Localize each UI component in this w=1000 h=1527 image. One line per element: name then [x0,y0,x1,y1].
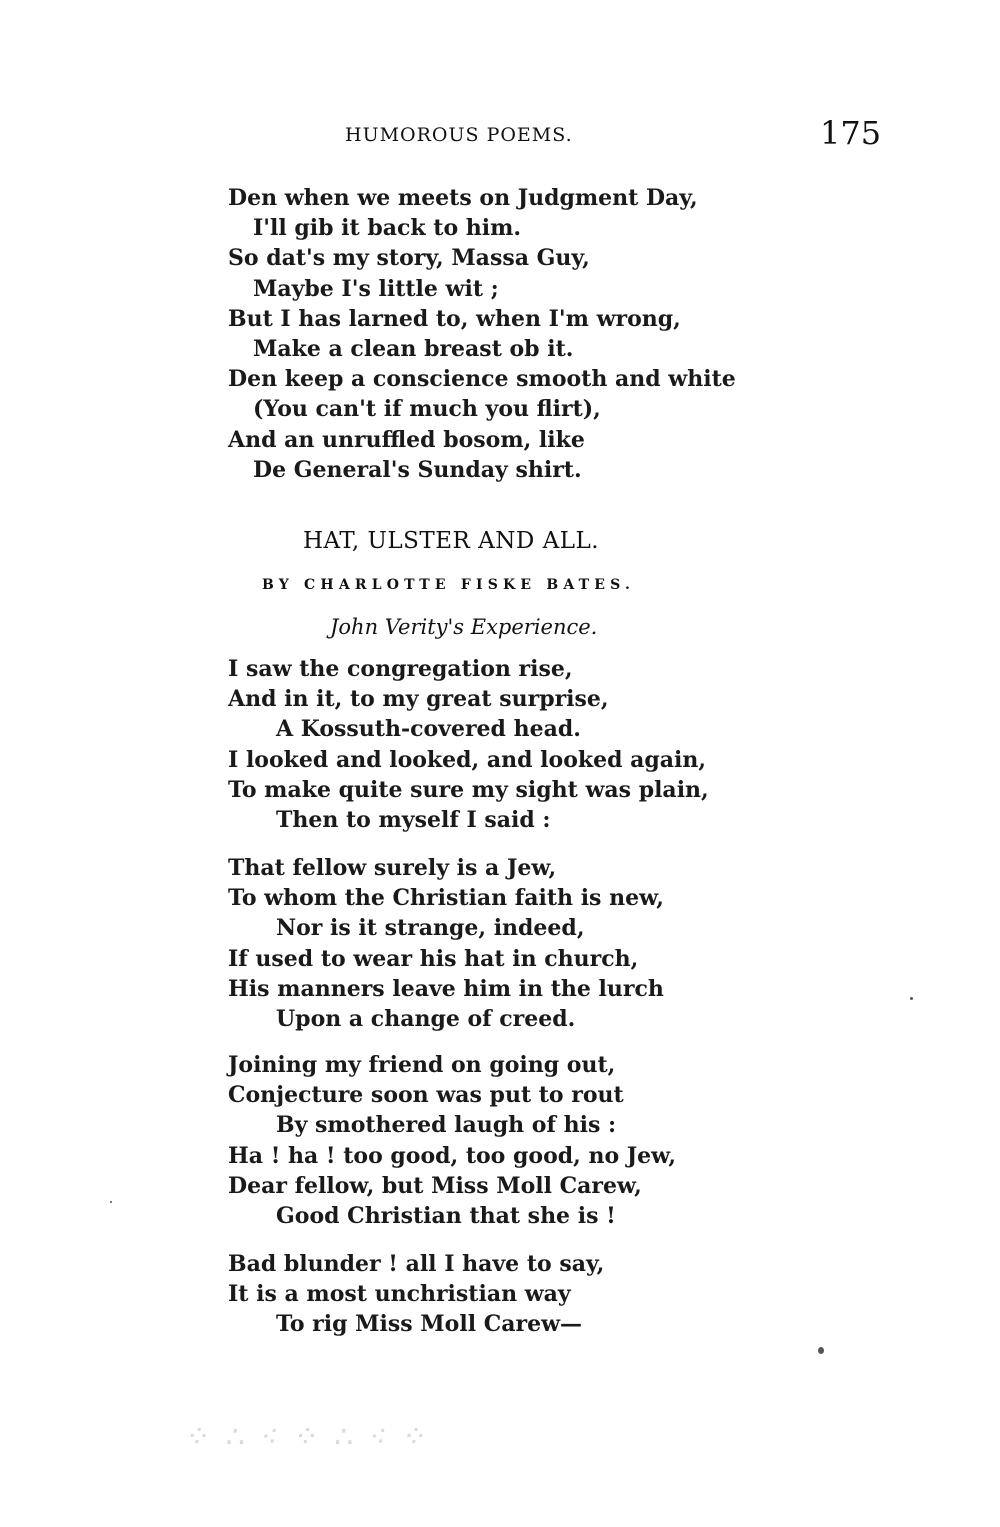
verse-line: I looked and looked, and looked again, [228,746,707,773]
verse-line: So dat's my story, Massa Guy, [228,245,590,272]
verse-line: Upon a change of creed. [276,1005,576,1032]
running-head: HUMOROUS POEMS. [345,124,573,146]
verse-line: And an unruffled bosom, like [228,426,585,453]
verse-line: Joining my friend on going out, [228,1052,616,1078]
ink-speck [818,1347,824,1354]
ink-speck [910,997,913,1000]
verse-line: To make quite sure my sight was plain, [228,776,709,803]
verse-line: De General's Sunday shirt. [253,456,582,483]
verse-line: It is a most unchristian way [228,1281,571,1308]
verse-line: A Kossuth-covered head. [276,716,581,743]
verse-line: Good Christian that she is ! [276,1202,616,1229]
stanza-continued [228,183,736,485]
verse-line: But I has larned to, when I'm wrong, [228,305,681,332]
poem-title: HAT, ULSTER AND ALL. [303,528,600,554]
verse-line: Den when we meets on Judgment Day, [228,185,698,211]
verse-line: To whom the Christian faith is new, [228,885,664,912]
verse-line: Bad blunder ! all I have to say, [228,1251,605,1277]
verse-line: To rig Miss Moll Carew— [276,1311,583,1338]
verse-line: And in it, to my great surprise, [228,686,609,713]
verse-line: If used to wear his hat in church, [228,945,639,972]
faded-stamp-mark: ⁘ ∴ ⁖ ⁘ ∴ ⁖ ⁘ [185,1420,430,1455]
verse-line: Nor is it strange, indeed, [276,915,585,942]
ink-speck [110,1201,112,1203]
verse-line: Make a clean breast ob it. [253,335,574,362]
stanza-4 [228,1249,604,1340]
stanza-1 [228,654,709,835]
verse-line: I'll gib it back to him. [253,215,522,242]
stanza-2 [228,853,664,1034]
verse-line: I saw the congregation rise, [228,656,573,682]
verse-line: (You can't if much you flirt), [253,396,601,423]
verse-line: Den keep a conscience smooth and white [228,366,736,393]
poem-byline: BY CHARLOTTE FISKE BATES. [262,577,636,593]
verse-line: That fellow surely is a Jew, [228,855,557,881]
verse-line: By smothered laugh of his : [276,1112,617,1139]
verse-line: Ha ! ha ! too good, too good, no Jew, [228,1142,676,1169]
page-number: 175 [820,114,882,152]
poem-subtitle: John Verity's Experience. [330,615,598,639]
verse-line: His manners leave him in the lurch [228,975,664,1002]
verse-line: Then to myself I said : [276,806,551,833]
verse-line: Conjecture soon was put to rout [228,1082,624,1109]
verse-line: Maybe I's little wit ; [253,275,499,302]
verse-line: Dear fellow, but Miss Moll Carew, [228,1172,642,1199]
stanza-3 [228,1050,676,1231]
